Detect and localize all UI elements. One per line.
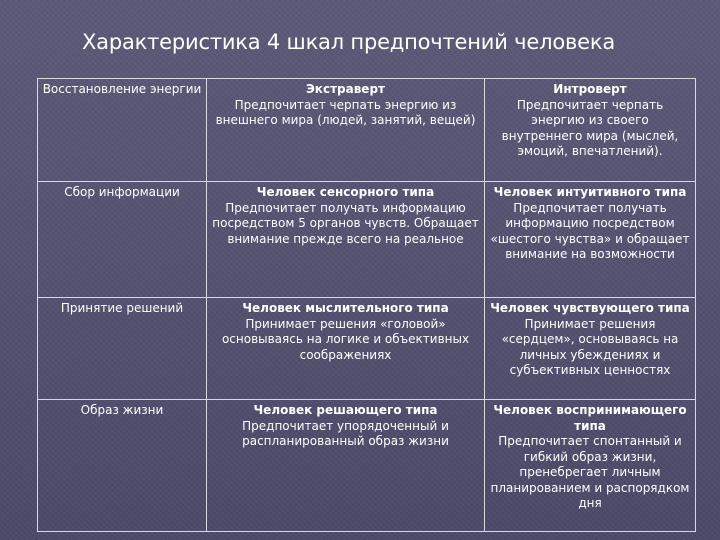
cell-text: Предпочитает получать информацию посредством «шестого чувства» и обращает внимание на возможности — [490, 200, 690, 261]
table-cell — [207, 182, 485, 298]
cell-heading: Человек сенсорного типа — [256, 185, 435, 199]
cell-text: Предпочитает упорядоченный и распланированный образ жизни — [242, 418, 449, 448]
table-cell — [207, 79, 485, 182]
table-cell — [485, 182, 696, 298]
cell-heading: Человек мыслительного типа — [242, 301, 449, 315]
cell-heading: Человек интуитивного типа — [493, 185, 687, 199]
cell-text: Предпочитает получать информацию посредством 5 органов чувств. Обращает внимание прежде всего на реальное — [212, 200, 479, 246]
table-cell — [207, 400, 485, 532]
table-row — [38, 182, 696, 298]
cell-heading: Человек чувствующего типа — [490, 301, 690, 315]
cell-heading: Интроверт — [553, 82, 627, 96]
cell-text: Принимает решения «сердцем», основываясь на личных убеждениях и субъективных ценностях — [501, 316, 679, 377]
table-cell — [485, 400, 696, 532]
row-label: Принятие решений — [38, 298, 207, 400]
row-label: Восстановление энергии — [38, 79, 207, 182]
cell-heading: Человек решающего типа — [253, 403, 438, 417]
table-row — [38, 79, 696, 182]
slide-title: Характеристика 4 шкал предпочтений человека — [82, 30, 616, 54]
table-cell — [485, 298, 696, 400]
cell-text: Принимает решения «головой» основываясь на логике и объективных соображениях — [221, 316, 470, 362]
row-label: Сбор информации — [38, 182, 207, 298]
cell-text: Предпочитает черпать энергию из своего внутреннего мира (мыслей, эмоций, впечатлений). — [501, 97, 679, 158]
cell-heading: Человек воспринимающего типа — [493, 403, 687, 433]
table-row — [38, 400, 696, 532]
cell-text: Предпочитает спонтанный и гибкий образ жизни, пренебрегает личным планированием и распорядком дня — [490, 434, 690, 510]
table-cell — [485, 79, 696, 182]
cell-text: Предпочитает черпать энергию из внешнего мира (людей, занятий, вещей) — [215, 97, 476, 127]
row-label: Образ жизни — [38, 400, 207, 532]
preferences-table — [37, 78, 696, 532]
table-row — [38, 298, 696, 400]
cell-heading: Экстраверт — [306, 82, 385, 96]
table-cell — [207, 298, 485, 400]
